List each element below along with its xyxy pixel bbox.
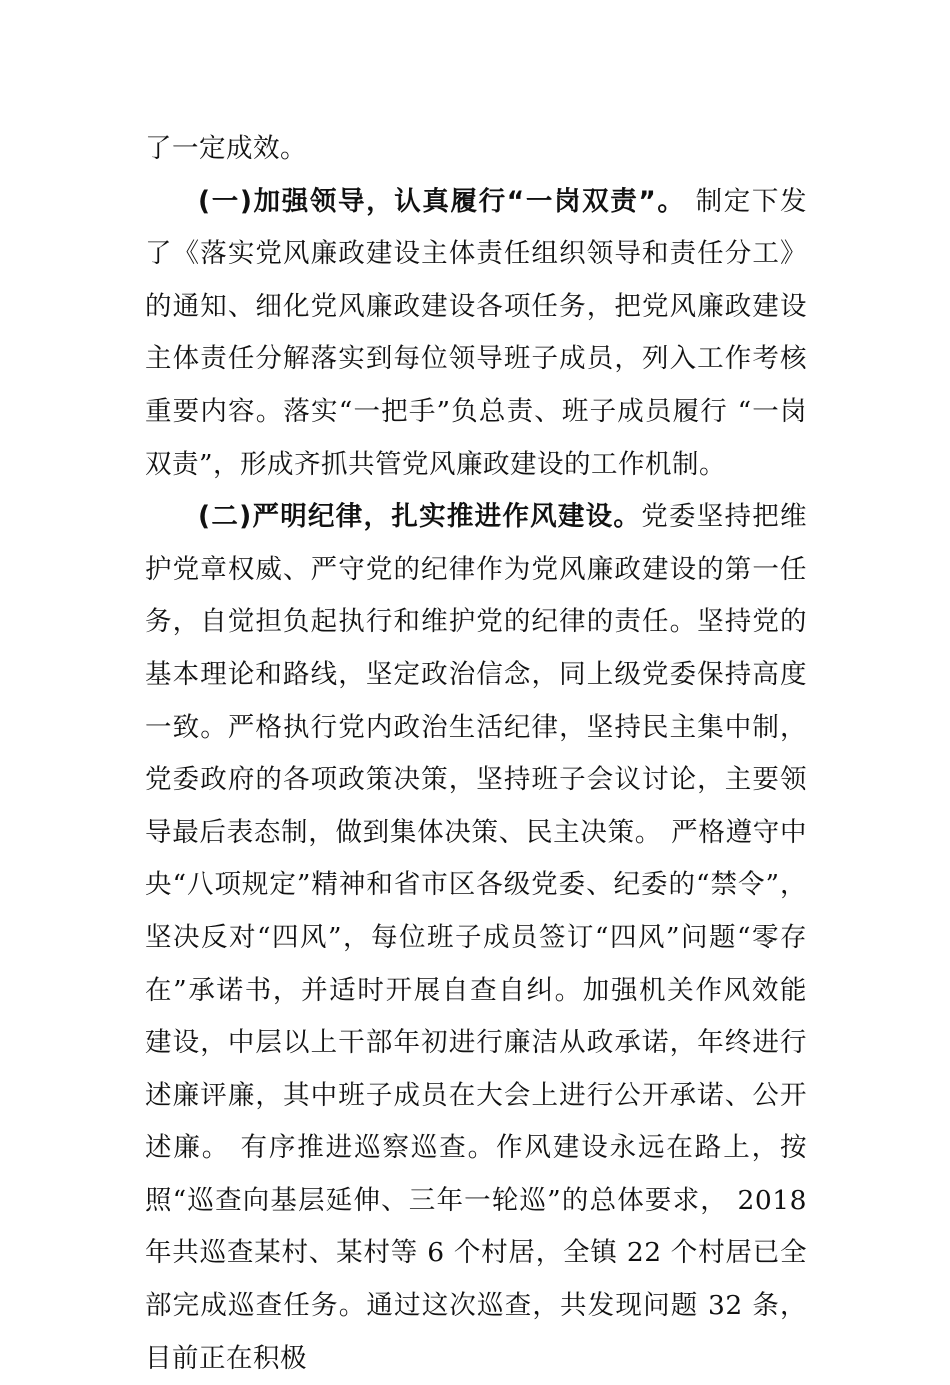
section-2-paragraph (145, 491, 807, 1385)
section-1-heading: (一)加强领导，认真履行“一岗双责”。 (198, 185, 686, 217)
section-1-body: 制定下发了《落实党风廉政建设主体责任组织领导和责任分工》的通知、细化党风廉政建设各项任务，把党风廉政建设主体责任分解落实到每位领导班子成员，列入工作考核重要内容。落实“一把手”负总责、班子成员履行 “一岗双责”，形成齐抓共管党风廉政建设的工作机制。 (145, 185, 807, 480)
document-body (145, 123, 807, 1385)
section-1-paragraph (145, 176, 807, 492)
section-2-heading: (二)严明纪律，扎实推进作风建设。 (198, 501, 642, 533)
section-2-body: 党委坚持把维护党章权威、严守党的纪律作为党风廉政建设的第一任务，自觉担负起执行和维护党的纪律的责任。坚持党的基本理论和路线，坚定政治信念，同上级党委保持高度一致。严格执行党内政治生活纪律，坚持民主集中制，党委政府的各项政策决策，坚持班子会议讨论，主要领导最后表态制，做到集体决策、民主决策。 严格遵守中央“八项规定”精神和省市区各级党委、纪委的“禁令”， 坚决反对“四风”，每位班子成员签订“四风”问题“零存在”承诺书，并适时开展自查自纠。加强机关作风效能建设，中层以上干部年初进行廉洁从政承诺，年终进行述廉评廉，其中班子成员在大会上进行公开承诺、公开述廉。 有序推进巡察巡查。作风建设永远在路上，按照“巡查向基层延伸、三年一轮巡”的总体要求， 2018 年共巡查某村、某村等 6 个村居，全镇 22 个村居已全部完成巡查任务。通过这次巡查，共发现问题 32 条，目前正在积极 (145, 501, 807, 1374)
opening-line: 了一定成效。 (145, 133, 307, 164)
